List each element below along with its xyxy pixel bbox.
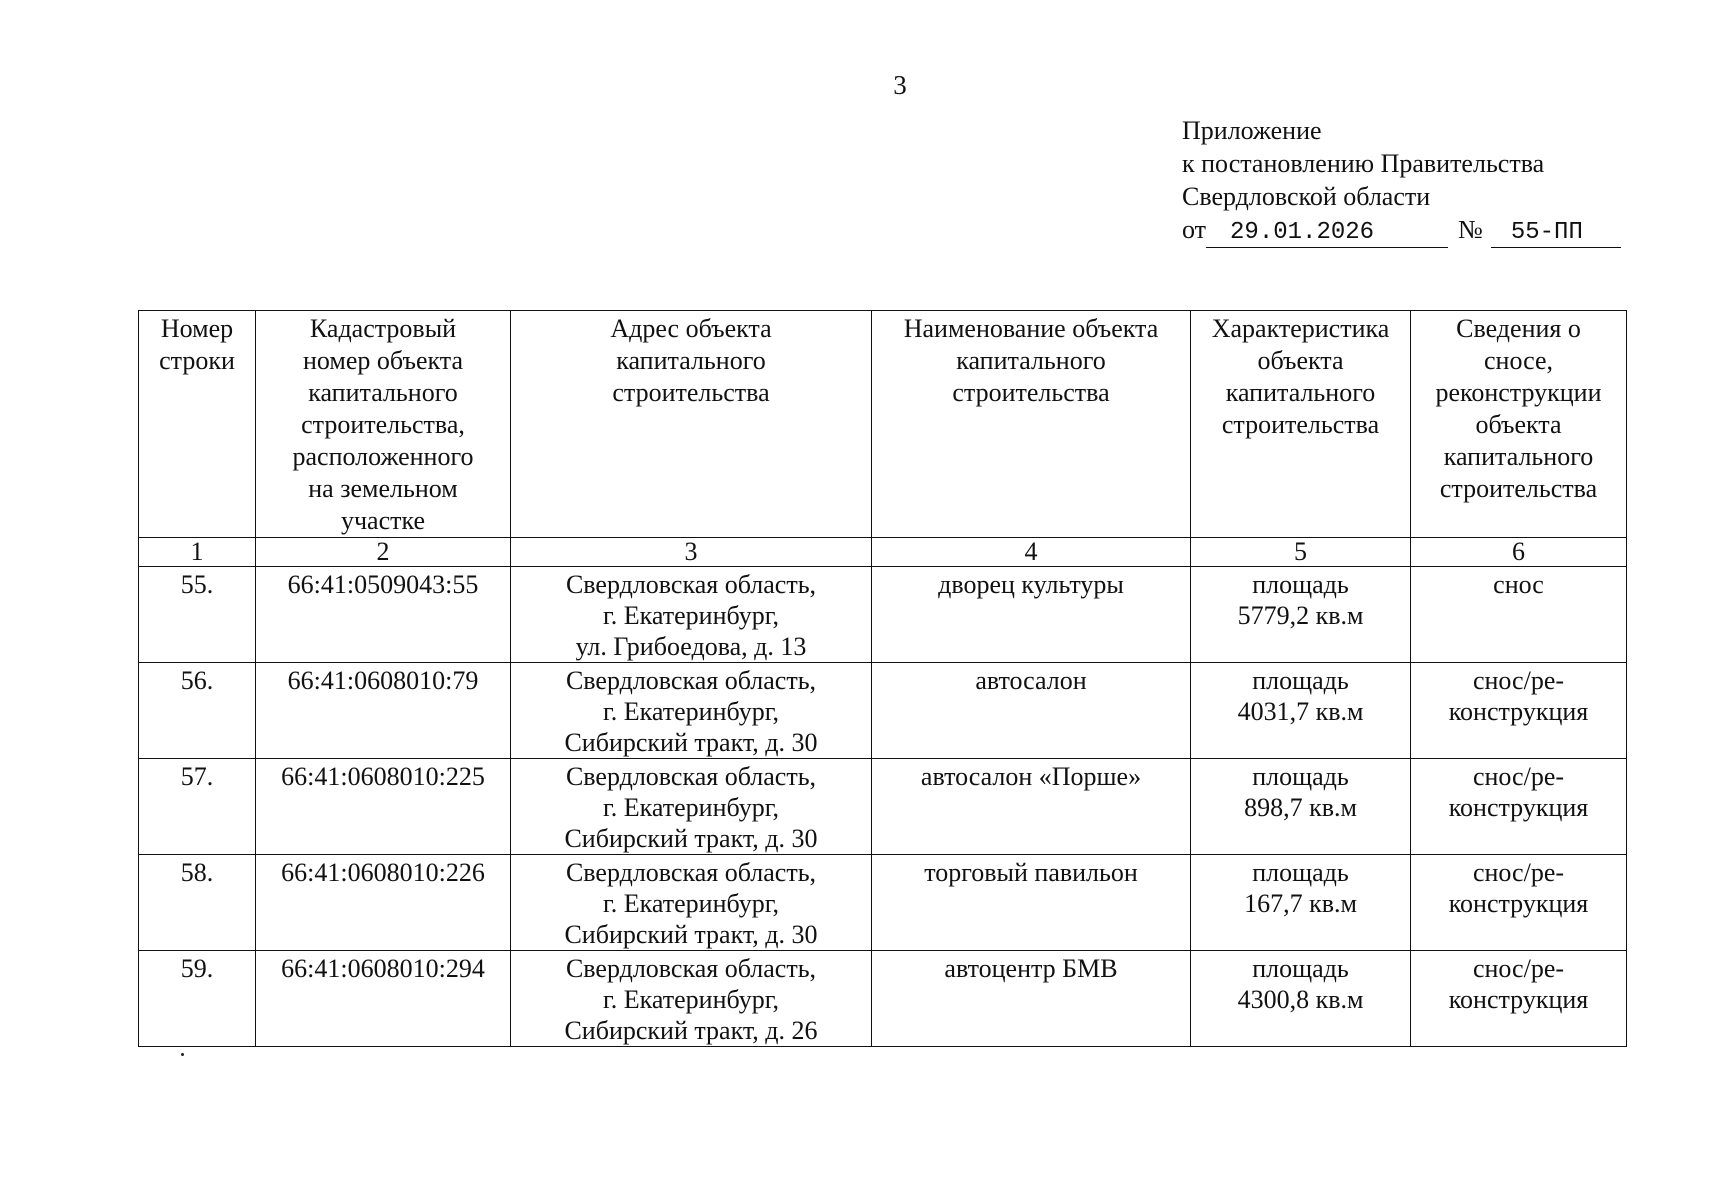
demolition-info-cell xyxy=(1411,759,1627,855)
demolition-info-cell-line: снос/ре- xyxy=(1472,762,1565,791)
demolition-info-cell-line: конструкция xyxy=(1448,985,1589,1014)
address-cell-line: Сибирский тракт, д. 30 xyxy=(564,920,818,949)
header-characteristic xyxy=(1191,311,1411,538)
table-row xyxy=(139,663,1627,759)
table-row xyxy=(139,759,1627,855)
header-text-line: Кадастровый xyxy=(309,314,457,343)
address-cell xyxy=(511,663,872,759)
address-cell-line: Сибирский тракт, д. 26 xyxy=(564,1016,818,1045)
address-cell xyxy=(511,567,872,663)
address-cell-line: г. Екатеринбург, xyxy=(603,793,779,822)
demolition-info-cell xyxy=(1411,663,1627,759)
characteristic-cell xyxy=(1191,855,1411,951)
number-sign: № xyxy=(1458,215,1483,244)
header-text-line: капитального xyxy=(1443,442,1594,471)
header-cadastral-number xyxy=(256,311,511,538)
address-cell-line: Сибирский тракт, д. 30 xyxy=(564,824,818,853)
demolition-info-cell-line: снос xyxy=(1493,570,1544,599)
header-text-line: строительства xyxy=(952,378,1110,407)
characteristic-cell xyxy=(1191,567,1411,663)
column-number-cell: 6 xyxy=(1411,538,1627,567)
header-text-line: Сведения о xyxy=(1456,314,1581,343)
header-text-line: строительства xyxy=(1221,410,1380,439)
characteristic-cell-line: 167,7 кв.м xyxy=(1244,889,1357,918)
characteristic-cell xyxy=(1191,951,1411,1047)
object-name-cell: дворец культуры xyxy=(872,567,1191,663)
header-text-line: сносе, xyxy=(1484,346,1553,375)
column-number-cell: 5 xyxy=(1191,538,1411,567)
header-text-line: строительства xyxy=(1439,474,1598,503)
characteristic-cell-line: площадь xyxy=(1252,954,1349,983)
column-number-cell: 4 xyxy=(872,538,1191,567)
resolution-date: 29.01.2026 xyxy=(1206,219,1448,248)
address-cell xyxy=(511,759,872,855)
demolition-info-cell-line: снос/ре- xyxy=(1472,666,1565,695)
characteristic-cell xyxy=(1191,759,1411,855)
object-name-cell: автосалон xyxy=(872,663,1191,759)
address-cell-line: Свердловская область, xyxy=(565,762,817,791)
row-number-cell: 57. xyxy=(139,759,256,855)
date-prefix: от xyxy=(1182,215,1207,244)
table-row xyxy=(139,855,1627,951)
column-number-cell: 2 xyxy=(256,538,511,567)
column-number-row xyxy=(139,538,1627,567)
header-text-line: Адрес объекта xyxy=(610,314,772,343)
characteristic-cell-line: площадь xyxy=(1252,570,1349,599)
header-text-line: объекта xyxy=(1257,346,1344,375)
header-text-line: расположенного xyxy=(292,442,474,471)
table-row xyxy=(139,951,1627,1047)
demolition-info-cell xyxy=(1411,567,1627,663)
header-text-line: Номер xyxy=(160,314,234,343)
page-number: 3 xyxy=(893,70,907,100)
address-cell-line: г. Екатеринбург, xyxy=(603,985,779,1014)
characteristic-cell-line: площадь xyxy=(1252,858,1349,887)
characteristic-cell-line: 5779,2 кв.м xyxy=(1237,601,1364,630)
header-text-line: участке xyxy=(340,506,426,535)
header-text-line: номер объекта xyxy=(303,346,463,375)
object-name-cell: торговый павильон xyxy=(872,855,1191,951)
row-number-cell: 59. xyxy=(139,951,256,1047)
characteristic-cell xyxy=(1191,663,1411,759)
column-number-cell: 1 xyxy=(139,538,256,567)
header-object-name xyxy=(872,311,1191,538)
cadastral-number-cell: 66:41:0608010:226 xyxy=(256,855,511,951)
header-row-number xyxy=(139,311,256,538)
demolition-info-cell-line: конструкция xyxy=(1448,889,1589,918)
address-cell xyxy=(511,951,872,1047)
header-text-line: капитального xyxy=(1225,378,1376,407)
appendix-block xyxy=(1182,114,1621,248)
appendix-date-line xyxy=(1182,213,1621,248)
object-name-cell: автоцентр БМВ xyxy=(872,951,1191,1047)
demolition-info-cell xyxy=(1411,855,1627,951)
cadastral-number-cell: 66:41:0608010:79 xyxy=(256,663,511,759)
header-text-line: реконструкции xyxy=(1435,378,1602,407)
appendix-resolution: к постановлению Правительства xyxy=(1182,149,1545,178)
demolition-info-cell xyxy=(1411,951,1627,1047)
scan-speck xyxy=(181,1053,184,1056)
address-cell xyxy=(511,855,872,951)
cadastral-number-cell: 66:41:0608010:294 xyxy=(256,951,511,1047)
appendix-region: Свердловской области xyxy=(1182,182,1431,211)
characteristic-cell-line: площадь xyxy=(1252,762,1349,791)
address-cell-line: Свердловская область, xyxy=(565,666,817,695)
header-text-line: строительства, xyxy=(301,410,465,439)
header-text-line: строительства xyxy=(612,378,770,407)
demolition-info-cell-line: конструкция xyxy=(1448,697,1589,726)
header-text-line: на земельном xyxy=(308,474,458,503)
table-body xyxy=(139,567,1627,1047)
demolition-info-cell-line: конструкция xyxy=(1448,793,1589,822)
object-name-cell: автосалон «Порше» xyxy=(872,759,1191,855)
header-text-line: объекта xyxy=(1475,410,1562,439)
row-number-cell: 55. xyxy=(139,567,256,663)
header-demolition-info xyxy=(1411,311,1627,538)
cadastral-number-cell: 66:41:0608010:225 xyxy=(256,759,511,855)
characteristic-cell-line: 4300,8 кв.м xyxy=(1237,985,1364,1014)
demolition-info-cell-line: снос/ре- xyxy=(1472,858,1565,887)
address-cell-line: ул. Грибоедова, д. 13 xyxy=(575,632,807,661)
table-header-row xyxy=(139,311,1627,538)
cadastral-number-cell: 66:41:0509043:55 xyxy=(256,567,511,663)
address-cell-line: Свердловская область, xyxy=(565,570,817,599)
address-cell-line: Свердловская область, xyxy=(565,858,817,887)
address-cell-line: г. Екатеринбург, xyxy=(603,889,779,918)
table-row xyxy=(139,567,1627,663)
header-text-line: Характеристика xyxy=(1211,314,1390,343)
characteristic-cell-line: 898,7 кв.м xyxy=(1244,793,1357,822)
row-number-cell: 56. xyxy=(139,663,256,759)
resolution-number: 55-ПП xyxy=(1491,219,1621,248)
header-text-line: строки xyxy=(159,346,235,375)
row-number-cell: 58. xyxy=(139,855,256,951)
registry-table xyxy=(138,310,1627,1047)
address-cell-line: г. Екатеринбург, xyxy=(603,697,779,726)
address-cell-line: г. Екатеринбург, xyxy=(603,601,779,630)
appendix-title: Приложение xyxy=(1182,116,1322,145)
column-number-cell: 3 xyxy=(511,538,872,567)
header-text-line: капитального xyxy=(616,346,766,375)
address-cell-line: Свердловская область, xyxy=(565,954,817,983)
header-address xyxy=(511,311,872,538)
header-text-line: капитального xyxy=(956,346,1106,375)
characteristic-cell-line: площадь xyxy=(1252,666,1349,695)
header-text-line: Наименование объекта xyxy=(903,314,1159,343)
characteristic-cell-line: 4031,7 кв.м xyxy=(1237,697,1364,726)
header-text-line: капитального xyxy=(308,378,458,407)
address-cell-line: Сибирский тракт, д. 30 xyxy=(564,728,818,757)
demolition-info-cell-line: снос/ре- xyxy=(1472,954,1565,983)
